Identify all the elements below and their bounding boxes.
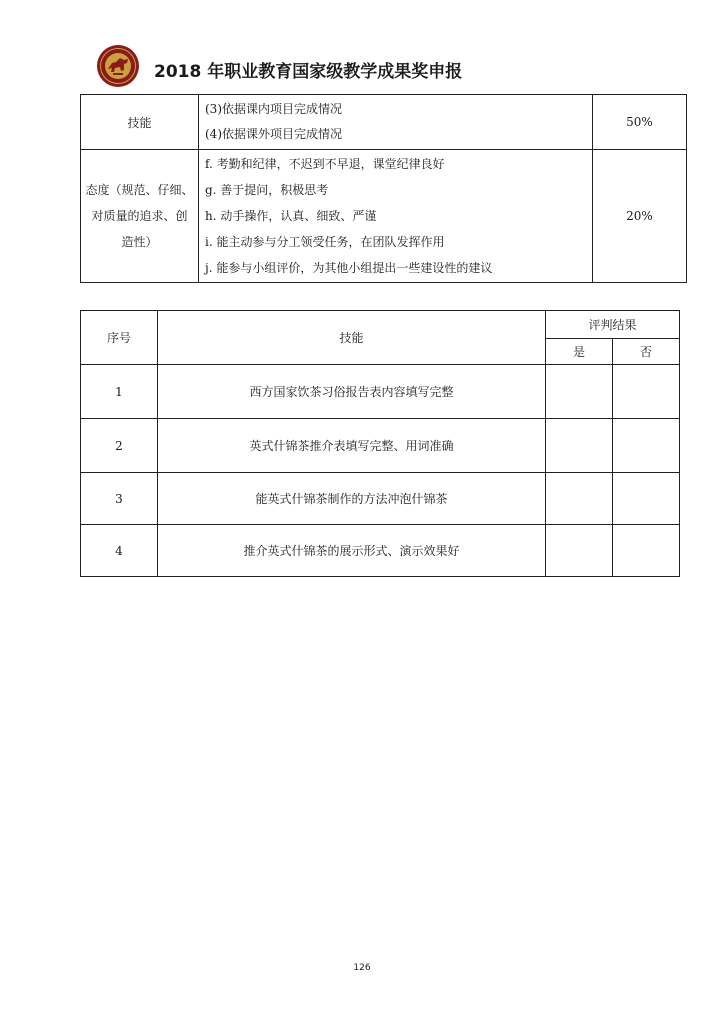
table-row <box>81 95 687 150</box>
yes-check-cell[interactable] <box>546 525 613 577</box>
criteria-item: j. 能参与小组评价，为其他小组提出一些建设性的建议 <box>205 261 493 275</box>
table-row <box>81 150 687 283</box>
category-cell <box>81 150 199 283</box>
criteria-items-cell <box>199 150 593 283</box>
weight-cell: 50% <box>593 95 687 150</box>
skill-header: 技能 <box>158 311 546 365</box>
criteria-item: h. 动手操作，认真、细致、严谨 <box>205 209 377 223</box>
page-header <box>96 44 696 90</box>
criteria-item: i. 能主动参与分工领受任务，在团队发挥作用 <box>205 235 445 249</box>
yes-check-cell[interactable] <box>546 473 613 525</box>
no-check-cell[interactable] <box>613 419 680 473</box>
criteria-item: (3)依据课内项目完成情况 <box>205 102 342 116</box>
no-header: 否 <box>613 339 680 365</box>
row-number: 4 <box>81 525 158 577</box>
skill-text: 推介英式什锦茶的展示形式、演示效果好 <box>158 525 546 577</box>
category-cell <box>81 95 199 150</box>
yes-check-cell[interactable] <box>546 419 613 473</box>
number-header: 序号 <box>81 311 158 365</box>
category-label: 对质量的追求、创 <box>91 209 188 223</box>
criteria-items-cell <box>199 95 593 150</box>
page-number: 126 <box>353 963 371 973</box>
school-emblem-icon <box>96 44 140 88</box>
category-label: 态度（规范、仔细、 <box>85 183 194 197</box>
table-row <box>81 419 680 473</box>
page-title: 2018 年职业教育国家级教学成果奖申报 <box>154 62 463 82</box>
criteria-item: (4)依据课外项目完成情况 <box>205 127 342 141</box>
no-check-cell[interactable] <box>613 473 680 525</box>
table-header-row <box>81 311 680 339</box>
criteria-item: g. 善于提问，积极思考 <box>205 183 329 197</box>
row-number: 3 <box>81 473 158 525</box>
skills-evaluation-table <box>80 310 680 577</box>
table-row <box>81 473 680 525</box>
weight-cell: 20% <box>593 150 687 283</box>
table-row <box>81 525 680 577</box>
row-number: 1 <box>81 365 158 419</box>
criteria-item: f. 考勤和纪律，不迟到不早退，课堂纪律良好 <box>205 157 445 171</box>
category-label: 技能 <box>127 115 152 130</box>
table-row <box>81 365 680 419</box>
yes-check-cell[interactable] <box>546 365 613 419</box>
no-check-cell[interactable] <box>613 525 680 577</box>
result-header: 评判结果 <box>546 311 680 339</box>
skill-text: 能英式什锦茶制作的方法冲泡什锦茶 <box>158 473 546 525</box>
skill-text: 英式什锦茶推介表填写完整、用词准确 <box>158 419 546 473</box>
no-check-cell[interactable] <box>613 365 680 419</box>
skill-text: 西方国家饮茶习俗报告表内容填写完整 <box>158 365 546 419</box>
category-label: 造性） <box>121 235 158 249</box>
evaluation-criteria-table <box>80 94 687 283</box>
yes-header: 是 <box>546 339 613 365</box>
row-number: 2 <box>81 419 158 473</box>
